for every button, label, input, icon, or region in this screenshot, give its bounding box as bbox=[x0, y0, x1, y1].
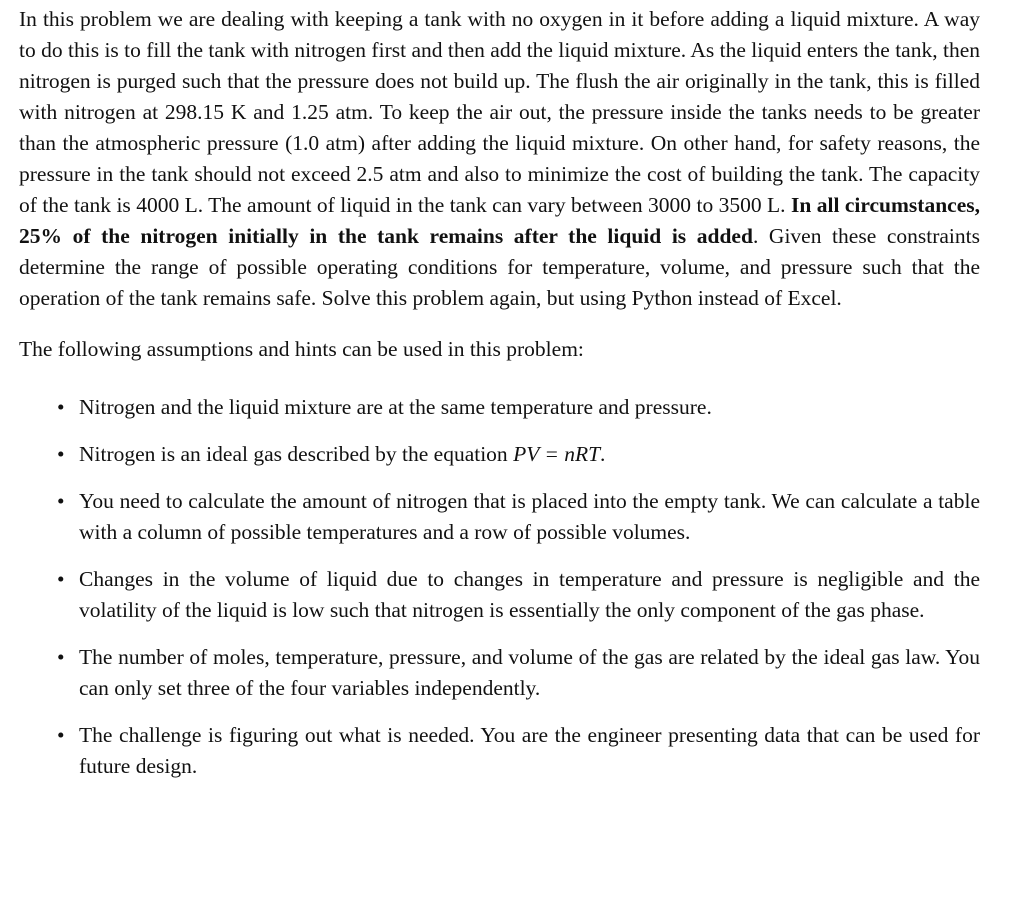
problem-statement bbox=[19, 4, 980, 314]
bullet-icon: • bbox=[57, 489, 65, 513]
hint-text-tail: . bbox=[600, 442, 606, 466]
hint-text: Nitrogen is an ideal gas described by the equation bbox=[79, 442, 514, 466]
hint-item bbox=[19, 486, 980, 548]
hint-item bbox=[19, 642, 980, 704]
hint-item bbox=[19, 439, 980, 470]
bullet-icon: • bbox=[57, 723, 65, 747]
hints-intro: The following assumptions and hints can be used in this problem: bbox=[19, 337, 584, 361]
problem-bold-statement: In all circumstances, 25% of the nitrogen initially in the tank remains after the liquid is added bbox=[19, 193, 980, 248]
hint-text: Changes in the volume of liquid due to changes in temperature and pressure is negligible and the volatility of the liquid is low such that nitrogen is essentially the only component of the gas phase. bbox=[79, 567, 980, 622]
hint-item bbox=[19, 564, 980, 626]
hints-list bbox=[19, 392, 980, 782]
hint-item bbox=[19, 720, 980, 782]
hint-text: The challenge is figuring out what is needed. You are the engineer presenting data that can be used for future design. bbox=[79, 723, 980, 778]
hint-text: Nitrogen and the liquid mixture are at the same temperature and pressure. bbox=[79, 395, 712, 419]
problem-text-part-1: In this problem we are dealing with keeping a tank with no oxygen in it before adding a liquid mixture. A way to do this is to fill the tank with nitrogen first and then add the liquid mixture. As the liquid enters the tank, then nitrogen is purged such that the pressure does not build up. The flush the air originally in the tank, this is filled with nitrogen at 298.15 K and 1.25 atm. To keep the air out, the pressure inside the tanks needs to be greater than the atmospheric pressure (1.0 atm) after adding the liquid mixture. On other hand, for safety reasons, the pressure in the tank should not exceed 2.5 atm and also to minimize the cost of building the tank. The capacity of the tank is 4000 L. The amount of liquid in the tank can vary between 3000 to 3500 L. bbox=[19, 7, 980, 217]
problem-text-part-2: . Given these constraints determine the range of possible operating conditions for temperature, volume, and pressure such that the operation of the tank remains safe. Solve this problem again, but using Python instead of Excel. bbox=[19, 224, 980, 310]
bullet-icon: • bbox=[57, 395, 65, 419]
bullet-icon: • bbox=[57, 645, 65, 669]
ideal-gas-equation: PV = nRT bbox=[513, 442, 601, 466]
hint-item bbox=[19, 392, 980, 423]
bullet-icon: • bbox=[57, 567, 65, 591]
hint-text: The number of moles, temperature, pressure, and volume of the gas are related by the ideal gas law. You can only set three of the four variables independently. bbox=[79, 645, 980, 700]
hint-text: You need to calculate the amount of nitrogen that is placed into the empty tank. We can calculate a table with a column of possible temperatures and a row of possible volumes. bbox=[79, 489, 980, 544]
bullet-icon: • bbox=[57, 442, 65, 466]
